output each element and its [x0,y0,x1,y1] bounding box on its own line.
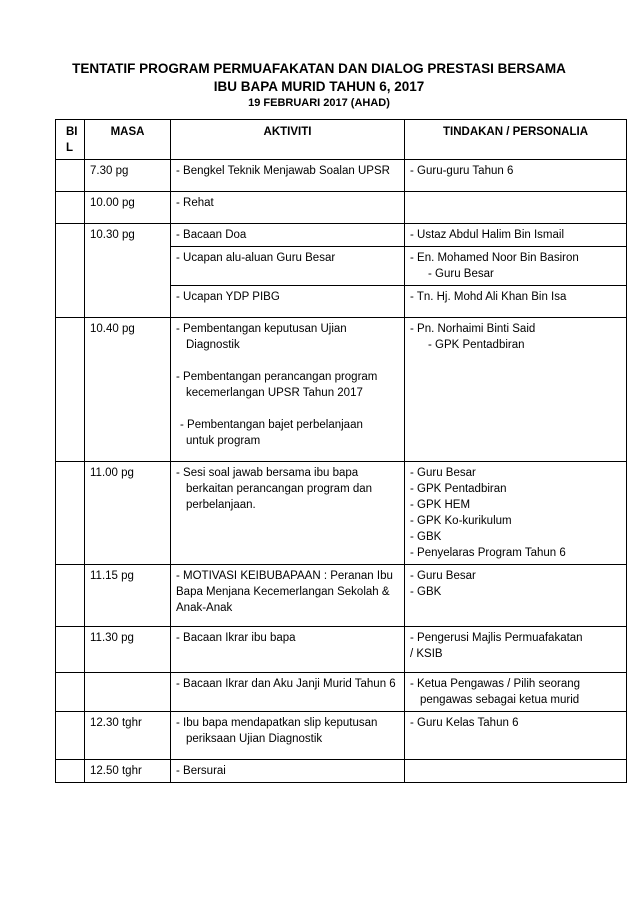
cell-masa: 10.00 pg [85,192,171,224]
table-row [56,224,627,247]
table-row [56,318,627,462]
table-header-row [56,120,627,160]
table-row [56,192,627,224]
cell-tindakan: - Guru Kelas Tahun 6 [405,712,627,760]
cell-bil [56,318,85,462]
cell-aktiviti: - Bacaan Ikrar ibu bapa [171,627,405,673]
header-masa: MASA [85,120,171,160]
cell-bil [56,627,85,673]
cell-tindakan: - Tn. Hj. Mohd Ali Khan Bin Isa [405,286,627,318]
cell-tindakan: - Guru-guru Tahun 6 [405,160,627,192]
cell-tindakan [405,760,627,783]
cell-masa: 11.30 pg [85,627,171,673]
cell-bil [56,673,85,712]
document-title: TENTATIF PROGRAM PERMUAFAKATAN DAN DIALOG PRESTASI BERSAMA [72,61,566,76]
cell-aktiviti: - Bacaan Ikrar dan Aku Janji Murid Tahun 6 [171,673,405,712]
cell-masa: 11.00 pg [85,462,171,565]
header-bil: BI L [56,120,85,160]
cell-tindakan: - Pengerusi Majlis Permuafakatan / KSIB [405,627,627,673]
cell-tindakan: - Ustaz Abdul Halim Bin Ismail [405,224,627,247]
cell-masa: 12.30 tghr [85,712,171,760]
table-row [56,712,627,760]
cell-masa: 10.30 pg [85,224,171,318]
cell-aktiviti: - Bacaan Doa [171,224,405,247]
table-row [56,673,627,712]
header-aktiviti: AKTIVITI [171,120,405,160]
cell-bil [56,462,85,565]
cell-aktiviti: - MOTIVASI KEIBUBAPAAN : Peranan Ibu Bapa Menjana Kecemerlangan Sekolah & Anak-Anak [171,565,405,627]
cell-aktiviti: - Bengkel Teknik Menjawab Soalan UPSR [171,160,405,192]
cell-aktiviti: - Bersurai [171,760,405,783]
cell-aktiviti: - Rehat [171,192,405,224]
cell-bil [56,192,85,224]
cell-aktiviti: - Ucapan YDP PIBG [171,286,405,318]
cell-bil [56,565,85,627]
cell-masa: 11.15 pg [85,565,171,627]
cell-aktiviti: - Ibu bapa mendapatkan slip keputusan periksaan Ujian Diagnostik [171,712,405,760]
cell-tindakan: - Ketua Pengawas / Pilih seorang pengawas sebagai ketua murid [405,673,627,712]
cell-bil [56,712,85,760]
table-row [56,462,627,565]
cell-masa: 10.40 pg [85,318,171,462]
schedule-table [55,119,627,783]
table-row [56,565,627,627]
table-row [56,160,627,192]
cell-bil [56,224,85,318]
header-tindakan: TINDAKAN / PERSONALIA [405,120,627,160]
cell-tindakan: - Pn. Norhaimi Binti Said - GPK Pentadbiran [405,318,627,462]
cell-tindakan: - Guru Besar - GPK Pentadbiran - GPK HEM - GPK Ko-kurikulum - GBK - Penyelaras Program Tahun 6 [405,462,627,565]
cell-masa [85,673,171,712]
document-date: 19 FEBRUARI 2017 (AHAD) [248,97,390,109]
cell-tindakan [405,192,627,224]
cell-bil [56,160,85,192]
document-subtitle: IBU BAPA MURID TAHUN 6, 2017 [213,79,425,94]
cell-aktiviti: - Sesi soal jawab bersama ibu bapa berkaitan perancangan program dan perbelanjaan. [171,462,405,565]
table-row [56,627,627,673]
cell-tindakan: - En. Mohamed Noor Bin Basiron - Guru Besar [405,247,627,286]
cell-masa: 7.30 pg [85,160,171,192]
table-row [56,760,627,783]
cell-tindakan: - Guru Besar - GBK [405,565,627,627]
cell-bil [56,760,85,783]
cell-aktiviti: - Pembentangan keputusan Ujian Diagnostik - Pembentangan perancangan program kecemerlangan UPSR Tahun 2017 - Pembentangan bajet perbelanjaan untuk program [171,318,405,462]
cell-masa: 12.50 tghr [85,760,171,783]
cell-aktiviti: - Ucapan alu-aluan Guru Besar [171,247,405,286]
